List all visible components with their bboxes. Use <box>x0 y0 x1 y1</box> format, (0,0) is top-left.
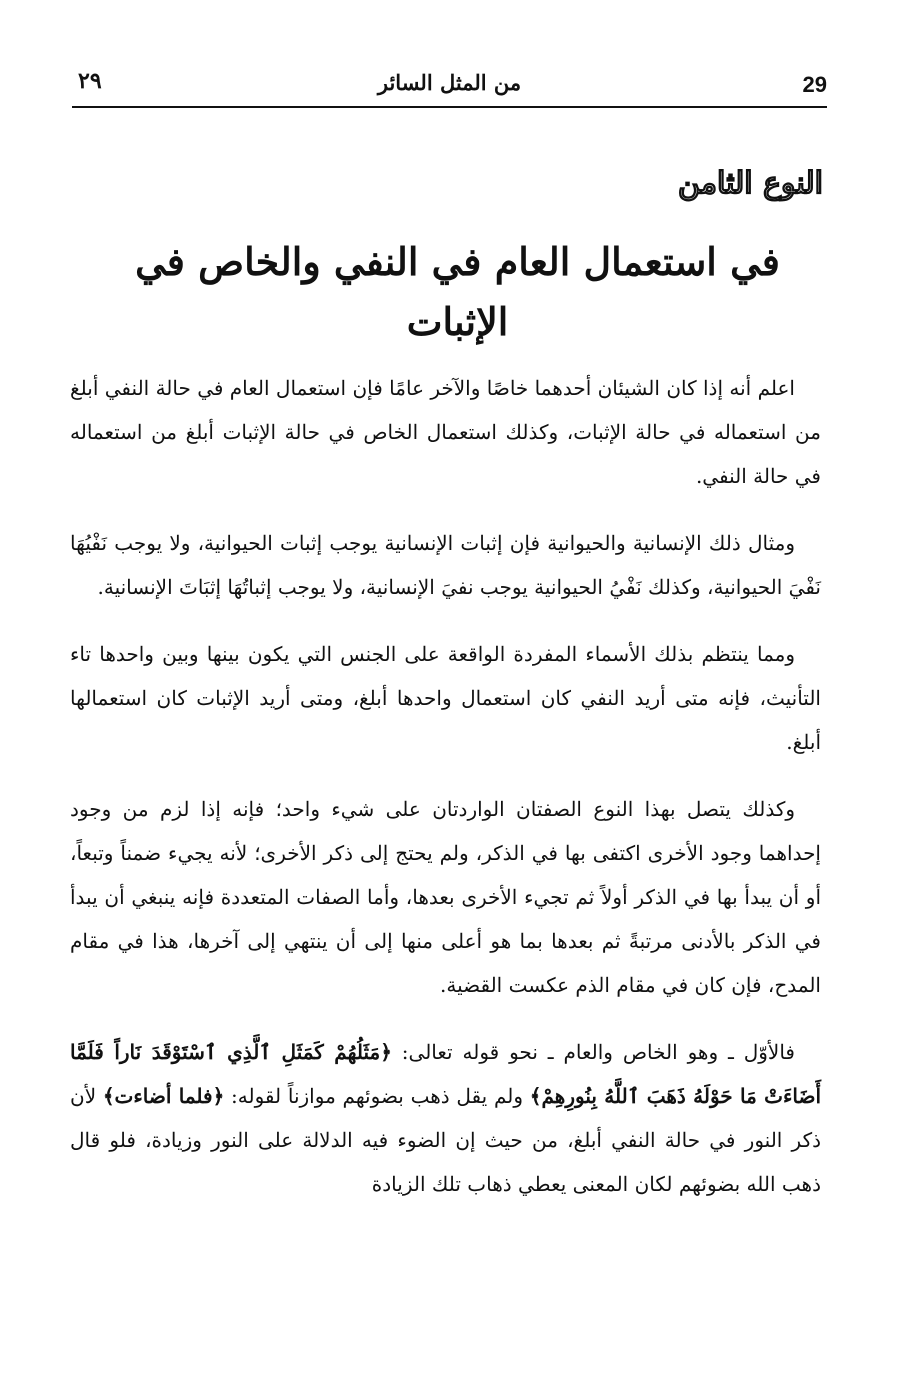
chapter-title: في استعمال العام في النفي والخاص في الإثبات <box>135 239 780 344</box>
page-header <box>72 66 827 108</box>
paragraph: اعلم أنه إذا كان الشيئان أحدهما خاصًا والآخر عامًا فإن استعمال العام في حالة النفي أبلغ من استعماله في حالة الإثبات، وكذلك استعمال الخاص في حالة الإثبات أبلغ من استعماله في حالة النفي. <box>70 376 821 488</box>
body-text <box>70 366 821 1229</box>
paragraph-quran-example <box>70 1030 821 1206</box>
page-number-arabic: ٢٩ <box>78 68 102 94</box>
section-label: النوع الثامن <box>678 166 823 201</box>
quran-quote: ﴿فلما أضاءت﴾ <box>102 1084 225 1108</box>
running-title: من المثل السائر <box>377 70 522 95</box>
quran-verse: ﴿مَثَلُهُمْ كَمَثَلِ ٱلَّذِي ٱسْتَوْقَدَ نَاراً فَلَمَّا أَضَاءَتْ مَا حَوْلَهُ ذَهَبَ ٱللَّهُ بِنُورِهِمْ﴾ <box>70 1040 822 1108</box>
paragraph: ومثال ذلك الإنسانية والحيوانية فإن إثبات الإنسانية يوجب إثبات الحيوانية، ولا يوجب نَفْيُهَا نَفْيَ الحيوانية، وكذلك نَفْيُ الحيوانية يوجب نفيَ الإنسانية، ولا يوجب إثباتُهَا إثبَاتَ الإنسانية. <box>70 531 821 599</box>
paragraph-rest: لأن ذكر النور في حالة النفي أبلغ، من حيث إن الضوء فيه الدلالة على النور وزيادة، فلو قال ذهب الله بضوئهم لكان المعنى يعطي ذهاب تلك الزيادة <box>70 1084 821 1196</box>
paragraph-intro: فالأوّل ـ وهو الخاص والعام ـ نحو قوله تعالى: <box>391 1040 795 1064</box>
page-number-latin: 29 <box>802 72 827 97</box>
paragraph-middle: ولم يقل ذهب بضوئهم موازناً لقوله: <box>224 1084 530 1108</box>
paragraph: ومما ينتظم بذلك الأسماء المفردة الواقعة على الجنس التي يكون بينها وبين واحدها تاء التأنيث، فإنه متى أريد النفي كان استعمال واحدها أبلغ، ومتى أريد الإثبات كان استعمالها أبلغ. <box>70 642 821 754</box>
paragraph: وكذلك يتصل بهذا النوع الصفتان الواردتان على شيء واحد؛ فإنه إذا لزم من وجود إحداهما وجود الأخرى اكتفى بها في الذكر، ولم يحتج إلى ذكر الأخرى؛ لأنه يجيء ضمناً وتبعاً، أو أن يبدأ بها في الذكر أولاً ثم تجيء الأخرى بعدها، وأما الصفات المتعددة فإنه ينبغي أن يبدأ في الذكر بالأدنى مرتبةً ثم بعدها بما هو أعلى منها إلى أن ينتهي إلى آخرها، هذا في مقام المدح، فإن كان في مقام الذم عكست القضية. <box>70 797 821 997</box>
